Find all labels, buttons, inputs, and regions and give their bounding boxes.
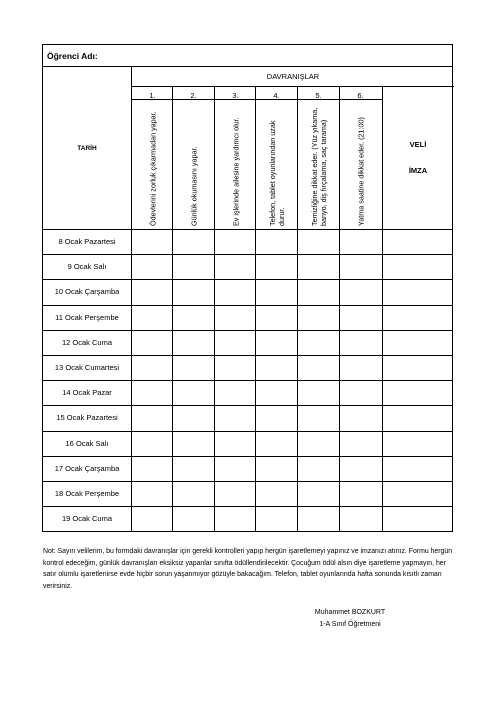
behavior-number-1: 1. [149, 91, 156, 100]
behavior-text-6: Yatma saatine dikkat eder. (21:00) [356, 117, 365, 226]
date-label: 19 Ocak Cuma [61, 514, 113, 524]
row-divider [43, 355, 452, 356]
behavior-text-3: Ev işlerinde ailesine yardımcı olur. [231, 117, 240, 226]
date-label: 11 Ocak Perşembe [55, 312, 119, 322]
behavior-header-cell [256, 101, 297, 231]
behavior-number-3: 3. [232, 91, 239, 100]
date-label: 15 Ocak Pazartesi [56, 413, 118, 423]
teacher-name: Muhammet BOZKURT [314, 609, 386, 616]
row-divider [43, 380, 452, 381]
date-label: 8 Ocak Pazartesi [58, 237, 116, 246]
divider [43, 66, 452, 67]
row-divider [43, 254, 452, 255]
behavior-header-cell [173, 101, 214, 231]
date-label: 10 Ocak Çarşamba [54, 287, 120, 297]
behavior-number-2: 2. [190, 91, 197, 100]
behavior-number-4: 4. [273, 91, 280, 100]
row-divider [43, 405, 452, 406]
behavior-text-1: Ödevlerini zorluk çıkarmadan yapar. [148, 111, 157, 226]
row-divider [43, 431, 452, 432]
parent-header: VELİ [409, 140, 427, 149]
behaviors-header: DAVRANIŞLAR [266, 72, 320, 81]
behavior-text-4: Telefon, tablet oyunlarından uzak durur. [267, 120, 286, 226]
date-column-header: TARİH [77, 145, 97, 152]
date-label: 18 Ocak Perşembe [54, 489, 120, 498]
signature-header: İMZA [408, 166, 428, 175]
date-label: 14 Ocak Pazar [62, 388, 112, 398]
behavior-text-5: Temizliğine dikkat eder. (Yüz yıkama, banyo, diş fırçalama, saç tarama) [309, 107, 328, 226]
behavior-header-cell [298, 101, 339, 231]
behavior-number-5: 5. [315, 91, 322, 100]
date-label: 13 Ocak Cumartesi [54, 363, 120, 372]
row-divider [43, 456, 452, 457]
tracking-form-table [42, 44, 453, 532]
row-divider [43, 305, 452, 306]
behavior-header-cell [132, 101, 173, 231]
row-divider [43, 506, 452, 507]
behavior-text-2: Günlük okumasını yapar. [189, 146, 198, 226]
teacher-title: 1-A Sınıf Öğretmeni [319, 621, 381, 628]
behavior-header-cell [340, 101, 381, 231]
divider [382, 86, 383, 532]
row-divider [43, 330, 452, 331]
date-label: 9 Ocak Salı [67, 262, 107, 272]
student-name-label: Öğrenci Adı: [47, 51, 98, 61]
date-label: 16 Ocak Salı [65, 438, 109, 448]
parent-note: Not: Sayın velilerim, bu formdaki davranışlar için gerekli kontrolleri yapıp hergün işaretlemeyi yapınız ve imzanızı atınız. Formu hergün kontrol edeceğim, günlük davranışları eksiksiz yapanlar sınıfta ödüllendirilecektir. Çocuğum ödül alsın diye işaretleme yapmayın, her satır olumlu işaretlenirse evde hiçbir sorun yaşanmıyor gözüyle bakacağım. Telefon, tablet oyunlarında hafta sonunda kısıtlı zaman verirsiniz. [43, 548, 453, 591]
behavior-number-6: 6. [357, 91, 364, 100]
behavior-header-cell [215, 101, 256, 231]
row-divider [43, 481, 452, 482]
divider [132, 86, 454, 87]
row-divider [43, 279, 452, 280]
date-label: 12 Ocak Cuma [61, 337, 113, 347]
date-label: 17 Ocak Çarşamba [54, 463, 120, 473]
